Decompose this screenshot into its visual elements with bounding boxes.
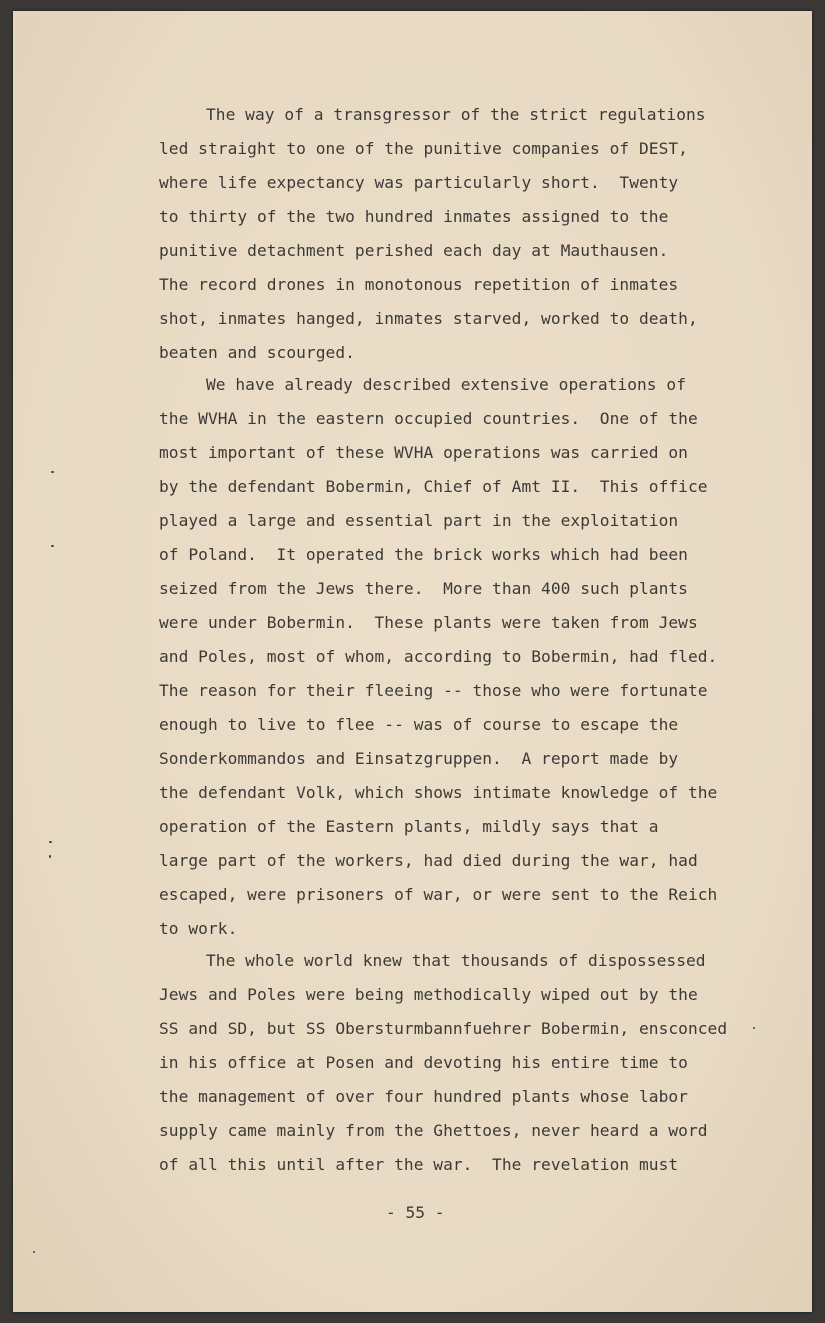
text-line: The way of a transgressor of the strict regulations <box>206 105 706 124</box>
text-line: shot, inmates hanged, inmates starved, worked to death, <box>159 309 698 328</box>
text-line: to thirty of the two hundred inmates assigned to the <box>159 207 669 226</box>
margin-mark <box>51 471 54 473</box>
text-line: most important of these WVHA operations was carried on <box>159 443 688 462</box>
text-line: were under Bobermin. These plants were taken from Jews <box>159 613 698 632</box>
text-line: the WVHA in the eastern occupied countries. One of the <box>159 409 698 428</box>
text-line: large part of the workers, had died during the war, had <box>159 851 698 870</box>
text-line: The whole world knew that thousands of dispossessed <box>206 951 706 970</box>
text-line: supply came mainly from the Ghettoes, never heard a word <box>159 1121 708 1140</box>
text-line: by the defendant Bobermin, Chief of Amt II. This office <box>159 477 708 496</box>
text-line: of Poland. It operated the brick works which had been <box>159 545 688 564</box>
text-line: seized from the Jews there. More than 400 such plants <box>159 579 688 598</box>
margin-mark <box>33 1251 35 1253</box>
text-line: punitive detachment perished each day at Mauthausen. <box>159 241 669 260</box>
text-line: in his office at Posen and devoting his entire time to <box>159 1053 688 1072</box>
text-line: played a large and essential part in the exploitation <box>159 511 679 530</box>
text-line: operation of the Eastern plants, mildly says that a <box>159 817 659 836</box>
text-line: Jews and Poles were being methodically wiped out by the <box>159 985 698 1004</box>
document-page <box>13 11 812 1312</box>
text-line: and Poles, most of whom, according to Bobermin, had fled. <box>159 647 718 666</box>
text-line: We have already described extensive operations of <box>206 375 686 394</box>
text-line: the defendant Volk, which shows intimate knowledge of the <box>159 783 718 802</box>
page-number: - 55 - <box>386 1203 445 1222</box>
text-line: the management of over four hundred plants whose labor <box>159 1087 688 1106</box>
margin-mark <box>51 545 54 547</box>
margin-mark <box>49 855 51 858</box>
text-line: of all this until after the war. The revelation must <box>159 1155 679 1174</box>
margin-mark <box>753 1027 755 1029</box>
text-line: Sonderkommandos and Einsatzgruppen. A report made by <box>159 749 679 768</box>
text-line: enough to live to flee -- was of course to escape the <box>159 715 679 734</box>
text-line: SS and SD, but SS Obersturmbannfuehrer Bobermin, ensconced <box>159 1019 728 1038</box>
text-line: The record drones in monotonous repetition of inmates <box>159 275 679 294</box>
text-line: escaped, were prisoners of war, or were sent to the Reich <box>159 885 718 904</box>
text-line: beaten and scourged. <box>159 343 355 362</box>
text-line: led straight to one of the punitive companies of DEST, <box>159 139 688 158</box>
text-line: to work. <box>159 919 238 938</box>
margin-mark <box>49 841 52 843</box>
text-line: The reason for their fleeing -- those who were fortunate <box>159 681 708 700</box>
text-line: where life expectancy was particularly short. Twenty <box>159 173 679 192</box>
